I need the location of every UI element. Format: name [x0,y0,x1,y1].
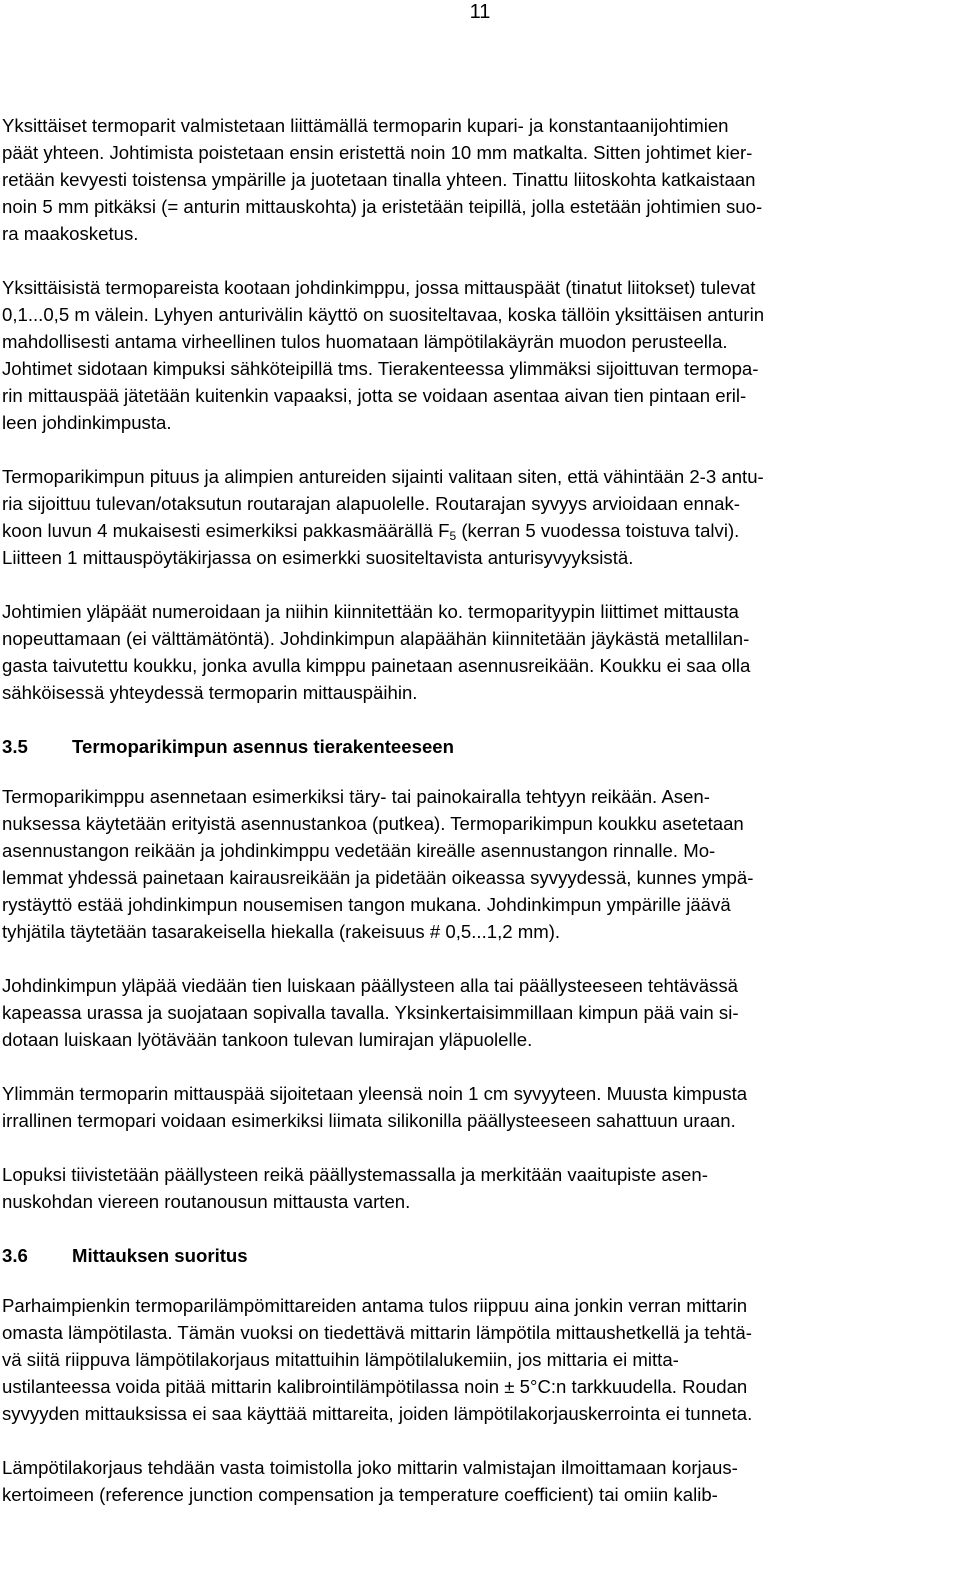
text-line: tyhjätila täytetään tasarakeisella hiekalla (rakeisuus # 0,5...1,2 mm). [2,921,561,942]
paragraph [2,274,957,436]
text-line: kertoimeen (reference junction compensation ja temperature coefficient) tai omiin kalib- [2,1484,718,1505]
text-line: Lopuksi tiivistetään päällysteen reikä päällystemassalla ja merkitään vaaitupiste asen- [2,1164,708,1185]
text-line: dotaan luiskaan lyötävään tankoon tulevan lumirajan yläpuolelle. [2,1029,533,1050]
text-line: Ylimmän termoparin mittauspää sijoitetaan yleensä noin 1 cm syvyyteen. Muusta kimpusta [2,1083,748,1104]
text-line: Yksittäisistä termopareista kootaan johdinkimppu, jossa mittauspäät (tinatut liitokset) tulevat [2,277,756,298]
paragraph [2,783,957,945]
text-line: päät yhteen. Johtimista poistetaan ensin eristettä noin 10 mm matkalta. Sitten johtimet kier- [2,142,753,163]
text-line: ustilanteessa voida pitää mittarin kalibrointilämpötilassa noin ± 5°C:n tarkkuudella. Roudan [2,1376,748,1397]
text-line: asennustangon reikään ja johdinkimppu vedetään kireälle asennustangon rinnalle. Mo- [2,840,716,861]
section-title: Termoparikimpun asennus tierakenteeseen [72,736,454,757]
text-line: Liitteen 1 mittauspöytäkirjassa on esimerkki suositeltavista anturisyvyyksistä. [2,547,634,568]
text-line: Lämpötilakorjaus tehdään vasta toimistolla joko mittarin valmistajan ilmoittamaan korjaus- [2,1457,738,1478]
text-line: kapeassa urassa ja suojataan sopivalla tavalla. Yksinkertaisimmillaan kimpun pää vain si- [2,1002,739,1023]
text-line: noin 5 mm pitkäksi (= anturin mittauskohta) ja eristetään teipillä, jolla estetään johtimien suo- [2,196,763,217]
text-line: sähköisessä yhteydessä termoparin mittauspäihin. [2,682,418,703]
text-line: gasta taivutettu koukku, jonka avulla kimppu painetaan asennusreikään. Koukku ei saa olla [2,655,751,676]
text-line: rin mittauspää jätetään kuitenkin vapaaksi, jotta se voidaan asentaa aivan tien pintaan eril- [2,385,747,406]
paragraph [2,972,957,1053]
text-line: vä siitä riippuva lämpötilakorjaus mitattuihin lämpötilalukemiin, jos mittaria ei mitta- [2,1349,679,1370]
text-line: Johdinkimpun yläpää viedään tien luiskaan päällysteen alla tai päällysteeseen tehtävässä [2,975,738,996]
text-line: Termoparikimpun pituus ja alimpien antureiden sijainti valitaan siten, että vähintään 2-3 antu- [2,466,764,487]
text-line: irrallinen termopari voidaan esimerkiksi liimata silikonilla päällysteeseen sahattuun uraan. [2,1110,736,1131]
text-line: 0,1...0,5 m välein. Lyhyen anturivälin käyttö on suositeltavaa, koska tällöin yksittäisen anturin [2,304,765,325]
text-line-with-subscript [2,517,957,544]
paragraph [2,1292,957,1427]
text-line: mahdollisesti antama virheellinen tulos huomataan lämpötilakäyrän muodon perusteella. [2,331,728,352]
section-number: 3.6 [2,1245,28,1266]
text-segment: koon luvun 4 mukaisesti esimerkiksi pakkasmäärällä F [2,520,450,541]
text-line: Yksittäiset termoparit valmistetaan liittämällä termoparin kupari- ja konstantaanijohtimien [2,115,729,136]
text-line: Parhaimpienkin termoparilämpömittareiden antama tulos riippuu aina jonkin verran mittarin [2,1295,748,1316]
text-line: omasta lämpötilasta. Tämän vuoksi on tiedettävä mittarin lämpötila mittaushetkellä ja tehtä- [2,1322,752,1343]
text-line: Termoparikimppu asennetaan esimerkiksi täry- tai painokairalla tehtyyn reikään. Asen- [2,786,710,807]
section-heading-3-5 [2,733,957,760]
text-line: lemmat yhdessä painetaan kairausreikään ja pidetään oikeassa syvyydessä, kunnes ympä- [2,867,754,888]
text-line: Johtimien yläpäät numeroidaan ja niihin kiinnitettään ko. termoparityypin liittimet mittausta [2,601,739,622]
text-line: nopeuttamaan (ei välttämätöntä). Johdinkimpun alapäähän kiinnitetään jäykästä metallilan- [2,628,750,649]
paragraph [2,1161,957,1215]
page-number: 11 [469,1,491,23]
text-line: leen johdinkimpusta. [2,412,172,433]
section-heading-3-6 [2,1242,957,1269]
paragraph [2,112,957,247]
paragraph [2,1454,957,1508]
text-line: nuksessa käytetään erityistä asennustankoa (putkea). Termoparikimpun koukku asetetaan [2,813,744,834]
text-line: Johtimet sidotaan kimpuksi sähköteipillä tms. Tierakenteessa ylimmäksi sijoittuvan termopa- [2,358,759,379]
document-body [2,112,957,1535]
section-number: 3.5 [2,736,28,757]
text-line: nuskohdan viereen routanousun mittausta varten. [2,1191,411,1212]
text-line: rystäyttö estää johdinkimpun nousemisen tangon mukana. Johdinkimpun ympärille jäävä [2,894,731,915]
subscript: 5 [449,529,457,543]
text-line: retään kevyesti toistensa ympärille ja juotetaan tinalla yhteen. Tinattu liitoskohta katkaistaan [2,169,756,190]
text-line: ra maakosketus. [2,223,139,244]
section-title: Mittauksen suoritus [72,1245,248,1266]
paragraph [2,598,957,706]
text-line: ria sijoittuu tulevan/otaksutun routarajan alapuolelle. Routarajan syvyys arvioidaan ennak- [2,493,740,514]
text-segment: (kerran 5 vuodessa toistuva talvi). [456,520,740,541]
paragraph [2,463,957,571]
text-line: syvyyden mittauksissa ei saa käyttää mittareita, joiden lämpötilakorjauskerrointa ei tunneta. [2,1403,753,1424]
paragraph [2,1080,957,1134]
